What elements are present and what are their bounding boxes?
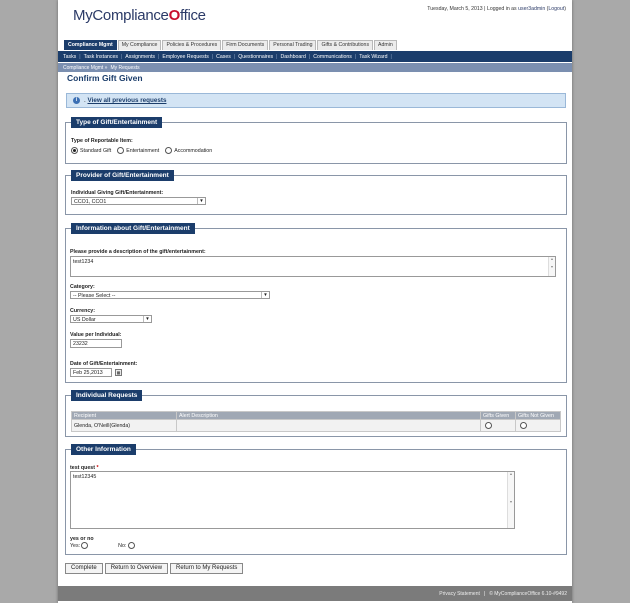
tab-admin[interactable]: Admin	[374, 40, 397, 50]
subnav-tasks[interactable]: Tasks	[63, 53, 77, 60]
header	[58, 0, 572, 38]
requests-section	[65, 392, 567, 437]
required-mark: *	[96, 465, 99, 471]
test-quest-label: test quest *	[70, 465, 99, 471]
provider-label: Individual Giving Gift/Entertainment:	[71, 190, 164, 196]
recipient-cell: Glenda, O'Neill(Glenda)	[72, 420, 177, 432]
brand-logo: MyComplianceOffice	[73, 7, 206, 24]
user-bar: Tuesday, March 5, 2013 | Logged in as user3admin (Logout)	[427, 6, 566, 12]
description-textarea[interactable]: test1234 ▲ ▼	[70, 256, 556, 277]
tab-personal-trading[interactable]: Personal Trading	[269, 40, 316, 50]
subnav-questionnaires[interactable]: Questionnaires	[238, 53, 274, 60]
tab-policies-procedures[interactable]: Policies & Procedures	[162, 40, 221, 50]
description-label: Please provide a description of the gift/entertainment:	[70, 249, 206, 255]
other-section	[65, 446, 567, 555]
date-label: Date of Gift/Entertainment:	[70, 361, 138, 367]
col-recipient: Recipient	[72, 412, 177, 420]
subnav-assignments[interactable]: Assignments	[125, 53, 155, 60]
current-date: Tuesday, March 5, 2013	[427, 6, 483, 12]
gift-info-section	[65, 225, 567, 383]
no-radio[interactable]	[128, 542, 135, 549]
category-select[interactable]: -- Please Select -- ▼	[70, 291, 270, 299]
breadcrumb	[58, 63, 572, 72]
user-link[interactable]: user3admin	[518, 6, 546, 12]
requests-section-legend: Individual Requests	[71, 390, 142, 401]
provider-section	[65, 172, 567, 215]
chevron-down-icon: ▼	[197, 198, 205, 204]
scrollbar[interactable]: ▲ ▼	[548, 257, 555, 276]
info-box: i . View all previous requests	[66, 93, 566, 108]
date-input[interactable]: Feb 25,2013	[70, 368, 112, 377]
calendar-icon[interactable]: ▦	[116, 370, 121, 375]
breadcrumb-compliance-mgmt[interactable]: Compliance Mgmt »	[63, 64, 108, 71]
subnav-communications[interactable]: Communications	[313, 53, 352, 60]
action-buttons	[65, 563, 245, 574]
return-overview-button[interactable]: Return to Overview	[105, 563, 168, 574]
col-alert-description: Alert Description	[177, 412, 481, 420]
scrollbar[interactable]: ▲ ▼	[507, 472, 514, 528]
gifts-given-radio[interactable]	[485, 422, 492, 429]
tab-my-compliance[interactable]: My Compliance	[118, 40, 162, 50]
page-title: Confirm Gift Given	[67, 73, 143, 83]
col-gifts-not-given: Gifts Not Given	[516, 412, 561, 420]
provider-section-legend: Provider of Gift/Entertainment	[71, 170, 174, 181]
page	[58, 0, 572, 603]
info-icon: i	[73, 97, 80, 104]
logout-link[interactable]: Logout	[548, 6, 565, 12]
subnav-task-wizard[interactable]: Task Wizard	[359, 53, 388, 60]
entertainment-radio[interactable]	[117, 147, 124, 154]
type-label: Type of Reportable Item:	[71, 138, 133, 144]
currency-select[interactable]: US Dollar ▼	[70, 315, 152, 323]
complete-button[interactable]: Complete	[65, 563, 103, 574]
alert-cell	[177, 420, 481, 432]
other-section-legend: Other Information	[71, 444, 136, 455]
gifts-not-given-radio[interactable]	[520, 422, 527, 429]
value-input[interactable]: 23232	[70, 339, 122, 348]
yes-no-label: yes or no	[70, 536, 94, 542]
tab-gifts-contributions[interactable]: Gifts & Contributions	[317, 40, 373, 50]
tab-compliance-mgmt[interactable]: Compliance Mgmt	[64, 40, 117, 50]
main-tabs	[64, 40, 398, 50]
breadcrumb-my-requests[interactable]: My Requests	[110, 64, 140, 71]
view-previous-requests-link[interactable]: View all previous requests	[87, 97, 167, 104]
yes-no-radio-group: Yes: No:	[70, 542, 141, 549]
test-quest-textarea[interactable]: test12345 ▲ ▼	[70, 471, 515, 529]
requests-table	[71, 411, 561, 432]
chevron-down-icon: ▼	[143, 316, 151, 322]
chevron-down-icon: ▼	[261, 292, 269, 298]
accommodation-radio[interactable]	[165, 147, 172, 154]
provider-select[interactable]: CCO1, CCO1 ▼	[71, 197, 206, 205]
subnav-dashboard[interactable]: Dashboard	[280, 53, 306, 60]
type-section	[65, 119, 567, 164]
privacy-link[interactable]: Privacy Statement	[439, 590, 480, 597]
subnav-employee-requests[interactable]: Employee Requests	[162, 53, 209, 60]
type-section-legend: Type of Gift/Entertainment	[71, 117, 162, 128]
currency-label: Currency:	[70, 308, 96, 314]
sub-nav: Tasks | Task Instances | Assignments | Employee Requests | Cases | Questionnaires | Dashboard | Communications | Task Wizard |	[58, 51, 572, 62]
copyright: © MyComplianceOffice 6.10-#9492	[489, 590, 567, 597]
col-gifts-given: Gifts Given	[481, 412, 516, 420]
subnav-task-instances[interactable]: Task Instances	[83, 53, 118, 60]
value-label: Value per Individual:	[70, 332, 122, 338]
subnav-cases[interactable]: Cases	[216, 53, 231, 60]
table-row	[72, 420, 561, 432]
footer: Privacy Statement | © MyComplianceOffice 6.10-#9492	[58, 586, 572, 601]
category-label: Category:	[70, 284, 95, 290]
return-requests-button[interactable]: Return to My Requests	[170, 563, 243, 574]
tab-firm-documents[interactable]: Firm Documents	[222, 40, 268, 50]
standard-gift-radio[interactable]	[71, 147, 78, 154]
gift-info-section-legend: Information about Gift/Entertainment	[71, 223, 195, 234]
type-radio-group: Standard Gift Entertainment Accommodation	[71, 147, 218, 154]
yes-radio[interactable]	[81, 542, 88, 549]
